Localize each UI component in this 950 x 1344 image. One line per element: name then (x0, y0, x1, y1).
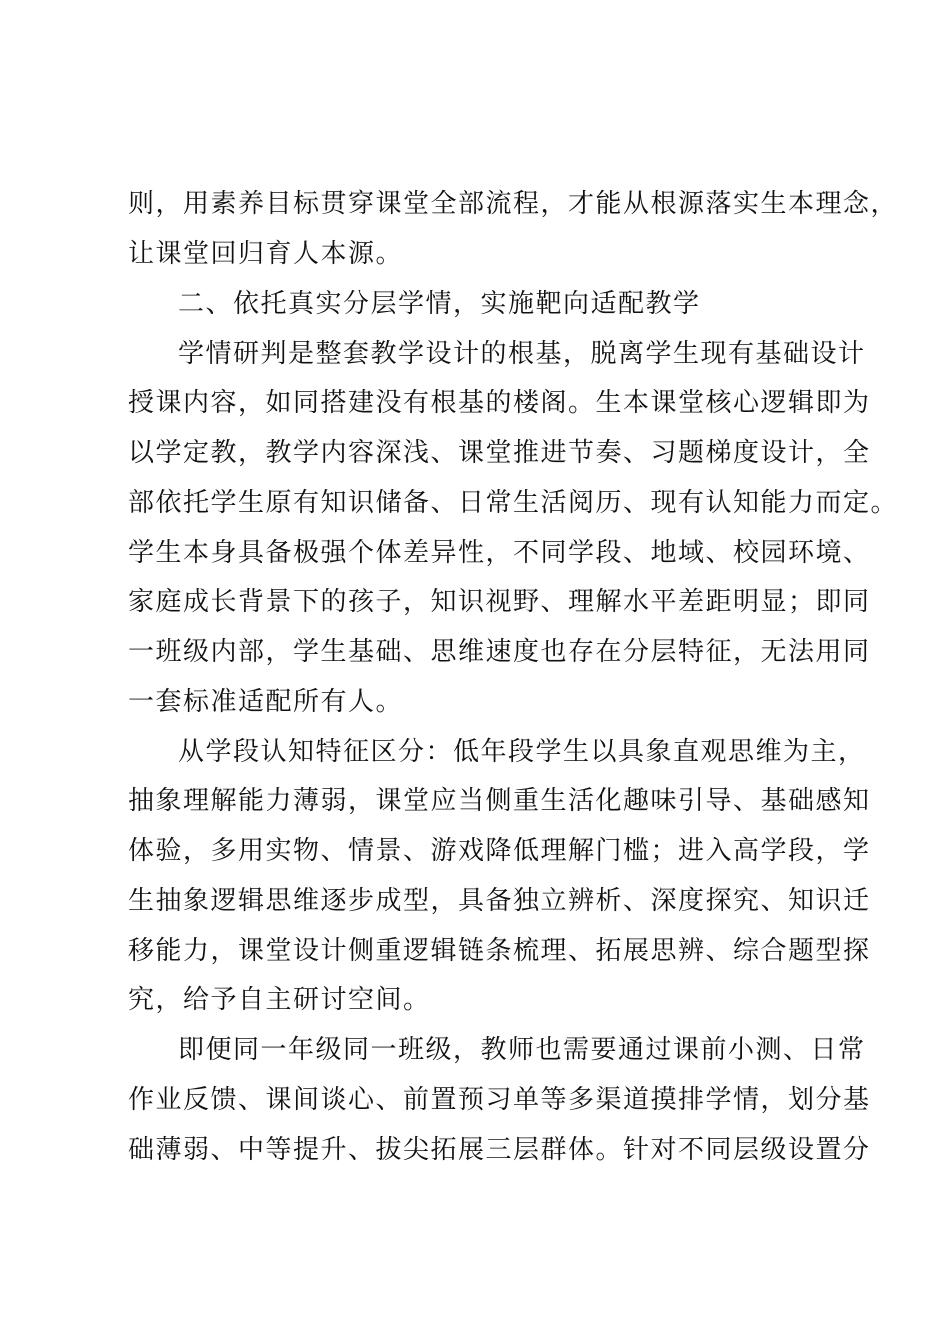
text-line: 授课内容，如同搭建没有根基的楼阁。生本课堂核心逻辑即为 (128, 388, 871, 418)
text-line: 抽象理解能力薄弱，课堂应当侧重生活化趣味引导、基础感知 (128, 786, 871, 816)
text-line: 一班级内部，学生基础、思维速度也存在分层特征，无法用同 (128, 637, 871, 667)
text-line: 移能力，课堂设计侧重逻辑链条梳理、拓展思辨、综合题型探 (128, 936, 871, 966)
text-line: 以学定教，教学内容深浅、课堂推进节奏、习题梯度设计，全 (128, 438, 871, 468)
text-line: 家庭成长背景下的孩子，知识视野、理解水平差距明显；即同 (128, 587, 871, 617)
text-line: 究，给予自主研讨空间。 (128, 985, 431, 1015)
text-line: 部依托学生原有知识储备、日常生活阅历、现有认知能力而定。 (128, 488, 899, 518)
text-line: 础薄弱、中等提升、拔尖拓展三层群体。针对不同层级设置分 (128, 1135, 871, 1165)
text-line: 学情研判是整套教学设计的根基，脱离学生现有基础设计 (178, 339, 866, 369)
text-line: 体验，多用实物、情景、游戏降低理解门槛；进入高学段，学 (128, 836, 871, 866)
text-line: 学生本身具备极强个体差异性，不同学段、地域、校园环境、 (128, 538, 871, 568)
section-heading: 二、依托真实分层学情，实施靶向适配教学 (178, 289, 701, 319)
text-line: 生抽象逻辑思维逐步成型，具备独立辨析、深度探究、知识迁 (128, 886, 871, 916)
text-line: 即便同一年级同一班级，教师也需要通过课前小测、日常 (178, 1035, 866, 1065)
text-line: 一套标准适配所有人。 (128, 687, 404, 717)
text-line: 作业反馈、课间谈心、前置预习单等多渠道摸排学情，划分基 (128, 1085, 871, 1115)
text-line: 则，用素养目标贯穿课堂全部流程，才能从根源落实生本理念， (128, 189, 899, 219)
text-line: 让课堂回归育人本源。 (128, 239, 404, 269)
text-line: 从学段认知特征区分：低年段学生以具象直观思维为主， (178, 737, 866, 767)
